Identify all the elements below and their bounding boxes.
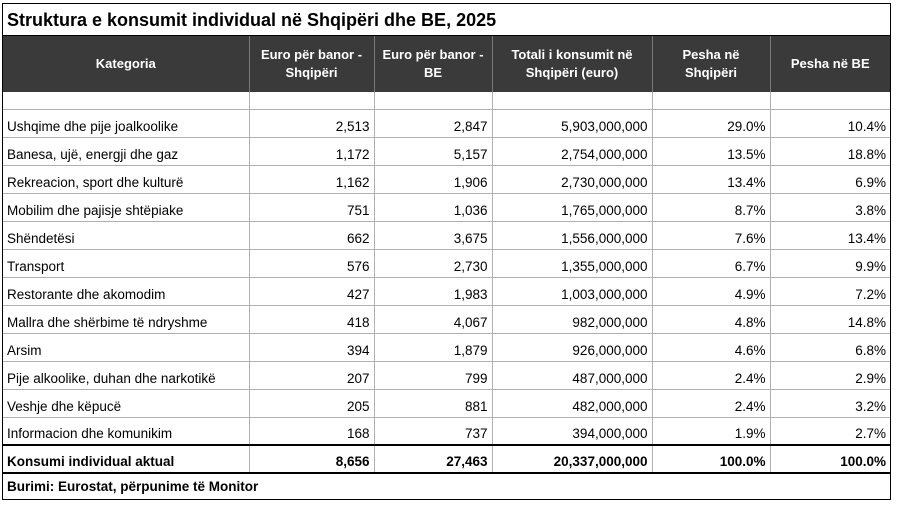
table-row: [3, 165, 890, 193]
table-title: Struktura e konsumit individual në Shqipëri dhe BE, 2025: [3, 4, 890, 36]
cell-category: Transport: [3, 249, 249, 277]
cell-total-albania: 1,556,000,000: [492, 221, 652, 249]
cell-share-eu: 3.8%: [770, 193, 890, 221]
cell-euro-albania: 418: [249, 305, 374, 333]
cell-euro-eu: 2,847: [374, 109, 492, 137]
cell-share-eu: 9.9%: [770, 249, 890, 277]
cell-total-albania: 394,000,000: [492, 417, 652, 445]
cell-total-albania: 982,000,000: [492, 305, 652, 333]
cell-euro-albania: 205: [249, 389, 374, 417]
cell-share-eu: 6.8%: [770, 333, 890, 361]
cell-share-albania: 2.4%: [652, 361, 770, 389]
table-row: [3, 333, 890, 361]
cell-share-albania: 1.9%: [652, 417, 770, 445]
cell-category: Restorante dhe akomodim: [3, 277, 249, 305]
table-row: [3, 193, 890, 221]
header-share-albania: Pesha në Shqipëri: [652, 36, 770, 92]
cell-euro-albania: 576: [249, 249, 374, 277]
cell-total-albania: 1,355,000,000: [492, 249, 652, 277]
table-row: [3, 361, 890, 389]
total-cell-euro-albania: 8,656: [249, 445, 374, 473]
cell-euro-eu: 881: [374, 389, 492, 417]
total-cell-share-albania: 100.0%: [652, 445, 770, 473]
table-row: [3, 305, 890, 333]
header-share-eu: Pesha në BE: [770, 36, 890, 92]
cell-share-eu: 3.2%: [770, 389, 890, 417]
cell-share-eu: 14.8%: [770, 305, 890, 333]
table-row: [3, 389, 890, 417]
cell-total-albania: 1,003,000,000: [492, 277, 652, 305]
cell-euro-eu: 3,675: [374, 221, 492, 249]
cell-share-albania: 13.4%: [652, 165, 770, 193]
cell-euro-albania: 394: [249, 333, 374, 361]
cell-total-albania: 2,754,000,000: [492, 137, 652, 165]
table-row: [3, 221, 890, 249]
cell-euro-eu: 2,730: [374, 249, 492, 277]
cell-share-albania: 29.0%: [652, 109, 770, 137]
cell-total-albania: 482,000,000: [492, 389, 652, 417]
cell-euro-albania: 168: [249, 417, 374, 445]
total-row: [3, 445, 890, 473]
source-note: Burimi: Eurostat, përpunime të Monitor: [7, 479, 259, 494]
table-frame: [2, 3, 891, 500]
cell-share-albania: 6.7%: [652, 249, 770, 277]
total-cell-category: Konsumi individual aktual: [3, 445, 249, 473]
spacer-row: [3, 92, 890, 109]
cell-share-eu: 6.9%: [770, 165, 890, 193]
cell-category: Pije alkoolike, duhan dhe narkotikë: [3, 361, 249, 389]
header-euro-per-capita-eu: Euro për banor - BE: [374, 36, 492, 92]
cell-euro-albania: 751: [249, 193, 374, 221]
table-row: [3, 137, 890, 165]
cell-share-eu: 10.4%: [770, 109, 890, 137]
cell-share-eu: 18.8%: [770, 137, 890, 165]
cell-euro-eu: 1,036: [374, 193, 492, 221]
cell-category: Arsim: [3, 333, 249, 361]
cell-category: Rekreacion, sport dhe kulturë: [3, 165, 249, 193]
cell-share-albania: 13.5%: [652, 137, 770, 165]
cell-euro-albania: 207: [249, 361, 374, 389]
cell-share-eu: 7.2%: [770, 277, 890, 305]
cell-euro-albania: 427: [249, 277, 374, 305]
header-euro-per-capita-albania: Euro për banor - Shqipëri: [249, 36, 374, 92]
header-category: Kategoria: [3, 36, 249, 92]
total-cell-total-albania: 20,337,000,000: [492, 445, 652, 473]
cell-category: Mobilim dhe pajisje shtëpiake: [3, 193, 249, 221]
total-cell-share-eu: 100.0%: [770, 445, 890, 473]
table-row: [3, 109, 890, 137]
cell-total-albania: 2,730,000,000: [492, 165, 652, 193]
cell-share-albania: 8.7%: [652, 193, 770, 221]
cell-euro-eu: 4,067: [374, 305, 492, 333]
cell-euro-eu: 1,879: [374, 333, 492, 361]
cell-euro-albania: 662: [249, 221, 374, 249]
cell-share-albania: 4.9%: [652, 277, 770, 305]
table-row: [3, 249, 890, 277]
cell-category: Mallra dhe shërbime të ndryshme: [3, 305, 249, 333]
cell-category: Informacion dhe komunikim: [3, 417, 249, 445]
cell-euro-albania: 2,513: [249, 109, 374, 137]
cell-euro-eu: 737: [374, 417, 492, 445]
cell-euro-albania: 1,162: [249, 165, 374, 193]
cell-category: Banesa, ujë, energji dhe gaz: [3, 137, 249, 165]
cell-share-eu: 2.7%: [770, 417, 890, 445]
cell-euro-albania: 1,172: [249, 137, 374, 165]
cell-total-albania: 5,903,000,000: [492, 109, 652, 137]
cell-category: Shëndetësi: [3, 221, 249, 249]
cell-share-albania: 4.8%: [652, 305, 770, 333]
cell-euro-eu: 1,906: [374, 165, 492, 193]
header-total-consumption-albania: Totali i konsumit në Shqipëri (euro): [492, 36, 652, 92]
cell-category: Veshje dhe këpucë: [3, 389, 249, 417]
cell-share-albania: 4.6%: [652, 333, 770, 361]
cell-share-albania: 7.6%: [652, 221, 770, 249]
cell-euro-eu: 799: [374, 361, 492, 389]
cell-category: Ushqime dhe pije joalkoolike: [3, 109, 249, 137]
cell-euro-eu: 1,983: [374, 277, 492, 305]
cell-total-albania: 926,000,000: [492, 333, 652, 361]
consumption-table: [3, 36, 890, 474]
cell-total-albania: 1,765,000,000: [492, 193, 652, 221]
cell-share-eu: 2.9%: [770, 361, 890, 389]
cell-share-eu: 13.4%: [770, 221, 890, 249]
cell-share-albania: 2.4%: [652, 389, 770, 417]
total-cell-euro-eu: 27,463: [374, 445, 492, 473]
cell-euro-eu: 5,157: [374, 137, 492, 165]
table-row: [3, 277, 890, 305]
header-row: [3, 36, 890, 92]
table-row: [3, 417, 890, 445]
cell-total-albania: 487,000,000: [492, 361, 652, 389]
